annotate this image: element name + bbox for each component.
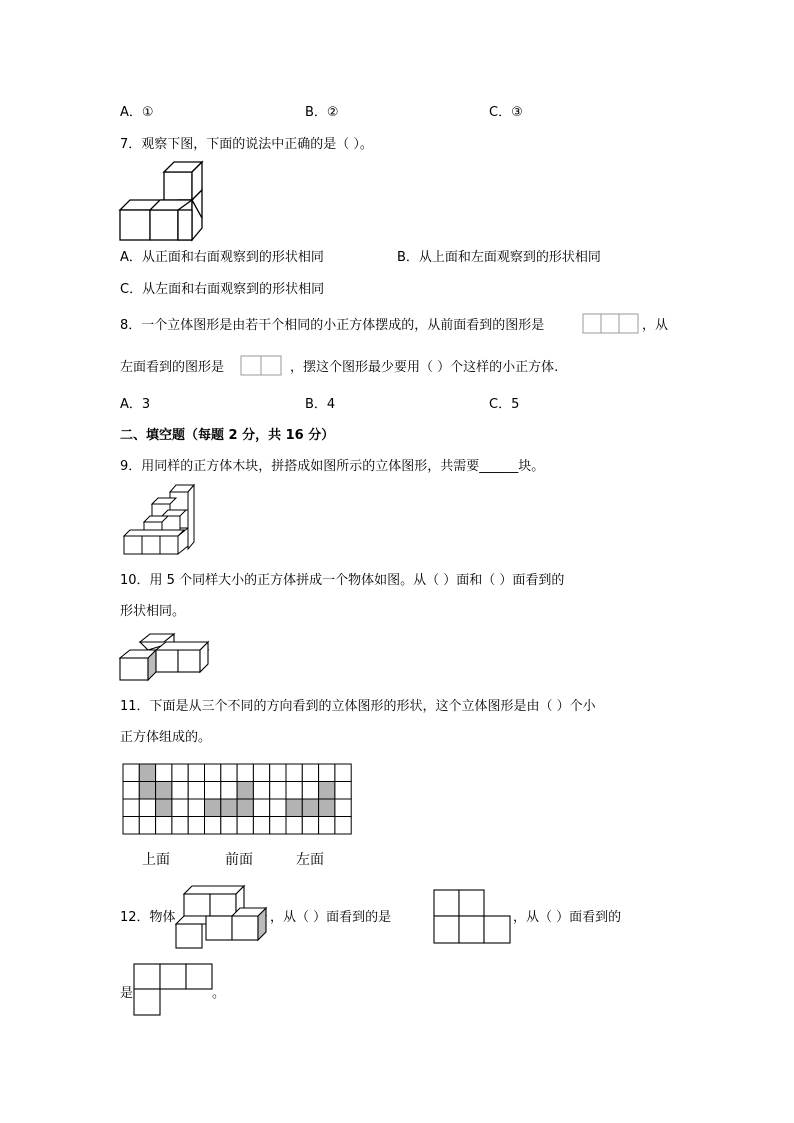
grid-cell: [205, 764, 221, 782]
q8-left-view-figure: [240, 355, 282, 377]
grid-cell: [270, 817, 286, 835]
grid-cell: [319, 817, 335, 835]
grid-cell: [123, 764, 139, 782]
grid-cell: [139, 817, 155, 835]
q8-line2-text: 左面看到的图形是: [120, 360, 225, 375]
grid-cell: [335, 782, 351, 800]
shaded-cell: [302, 799, 318, 817]
q12-line2-prefix: 是: [120, 986, 134, 1001]
q6-option-c: C．③: [489, 105, 523, 120]
q6-option-b: B．②: [305, 105, 339, 120]
grid-cell: [302, 764, 318, 782]
grid-cell: [286, 764, 302, 782]
grid-cell: [286, 817, 302, 835]
grid-cell: [335, 817, 351, 835]
grid-cell: [188, 782, 204, 800]
grid-cell: [237, 764, 253, 782]
q7-cube-figure: [118, 158, 214, 242]
grid-cell: [319, 764, 335, 782]
shaded-cell: [139, 764, 155, 782]
grid-cell: [270, 764, 286, 782]
grid-cell: [156, 764, 172, 782]
grid-cell: [172, 764, 188, 782]
grid-cell: [205, 782, 221, 800]
grid-cell: [253, 817, 269, 835]
grid-cell: [172, 817, 188, 835]
q12-middle-text-a: ，从（ ）面看到的是: [270, 910, 392, 925]
shaded-cell: [221, 799, 237, 817]
q8-option-a: A．3: [120, 397, 151, 412]
shaded-cell: [139, 782, 155, 800]
q10-line1: 10．用 5 个同样大小的正方体拼成一个物体如图。从（ ）面和（ ）面看到的: [120, 573, 565, 588]
q11-line2: 正方体组成的。: [120, 730, 212, 745]
q12-view1-figure: [433, 889, 513, 945]
q7-option-a: A．从正面和右面观察到的形状相同: [120, 250, 324, 265]
grid-cell: [123, 782, 139, 800]
grid-cell: [139, 799, 155, 817]
grid-cell: [253, 782, 269, 800]
grid-cell: [205, 817, 221, 835]
q7-stem: 7．观察下图，下面的说法中正确的是（ ）。: [120, 137, 373, 152]
grid-cell: [286, 782, 302, 800]
q12-middle-text-b: ，从（ ）面看到的: [513, 910, 622, 925]
grid-cell: [335, 764, 351, 782]
q8-option-b: B．4: [305, 397, 336, 412]
grid-cell: [156, 817, 172, 835]
shaded-cell: [319, 799, 335, 817]
grid-cell: [123, 817, 139, 835]
grid-cell: [253, 764, 269, 782]
q8-line2-tail: ，摆这个图形最少要用（ ）个这样的小正方体.: [290, 360, 559, 375]
q12-prefix: 12．物体: [120, 910, 176, 925]
shaded-cell: [205, 799, 221, 817]
q10-line2: 形状相同。: [120, 604, 186, 619]
grid-cell: [270, 782, 286, 800]
shaded-cell: [156, 799, 172, 817]
q10-cube-figure: [118, 630, 212, 682]
grid-cell: [172, 782, 188, 800]
grid-cell: [270, 799, 286, 817]
q7-option-c: C．从左面和右面观察到的形状相同: [120, 282, 325, 297]
q12-view2-figure: [133, 963, 215, 1017]
q8-front-view-figure: [582, 313, 640, 335]
q9-cube-figure: [120, 482, 196, 556]
q11-label-left-view: 左面: [296, 851, 324, 867]
grid-cell: [221, 782, 237, 800]
q12-cube-figure: [174, 882, 270, 952]
grid-cell: [335, 799, 351, 817]
q11-views-grid: [122, 763, 352, 835]
shaded-cell: [237, 782, 253, 800]
shaded-cell: [286, 799, 302, 817]
section-title: 二、填空题（每题 2 分，共 16 分）: [120, 428, 335, 443]
grid-cell: [221, 817, 237, 835]
grid-cell: [253, 799, 269, 817]
grid-cell: [221, 764, 237, 782]
q7-option-b: B．从上面和左面观察到的形状相同: [397, 250, 601, 265]
grid-cell: [237, 817, 253, 835]
grid-cell: [302, 782, 318, 800]
q11-label-front-view: 前面: [225, 851, 253, 867]
q11-line1: 11．下面是从三个不同的方向看到的立体图形的形状，这个立体图形是由（ ）个小: [120, 699, 596, 714]
shaded-cell: [156, 782, 172, 800]
q8-line1-tail: ，从: [642, 318, 669, 333]
q12-line2-end: 。: [212, 986, 226, 1001]
grid-cell: [188, 799, 204, 817]
q11-label-top-view: 上面: [142, 851, 170, 867]
shaded-cell: [319, 782, 335, 800]
q6-option-a: A．①: [120, 105, 154, 120]
shaded-cell: [237, 799, 253, 817]
q8-line1-text: 8．一个立体图形是由若干个相同的小正方体摆成的，从前面看到的图形是: [120, 318, 545, 333]
q9-stem: 9．用同样的正方体木块，拼搭成如图所示的立体图形，共需要______块。: [120, 459, 545, 474]
grid-cell: [302, 817, 318, 835]
grid-cell: [123, 799, 139, 817]
grid-cell: [188, 817, 204, 835]
grid-cell: [188, 764, 204, 782]
q8-option-c: C．5: [489, 397, 520, 412]
grid-cell: [172, 799, 188, 817]
